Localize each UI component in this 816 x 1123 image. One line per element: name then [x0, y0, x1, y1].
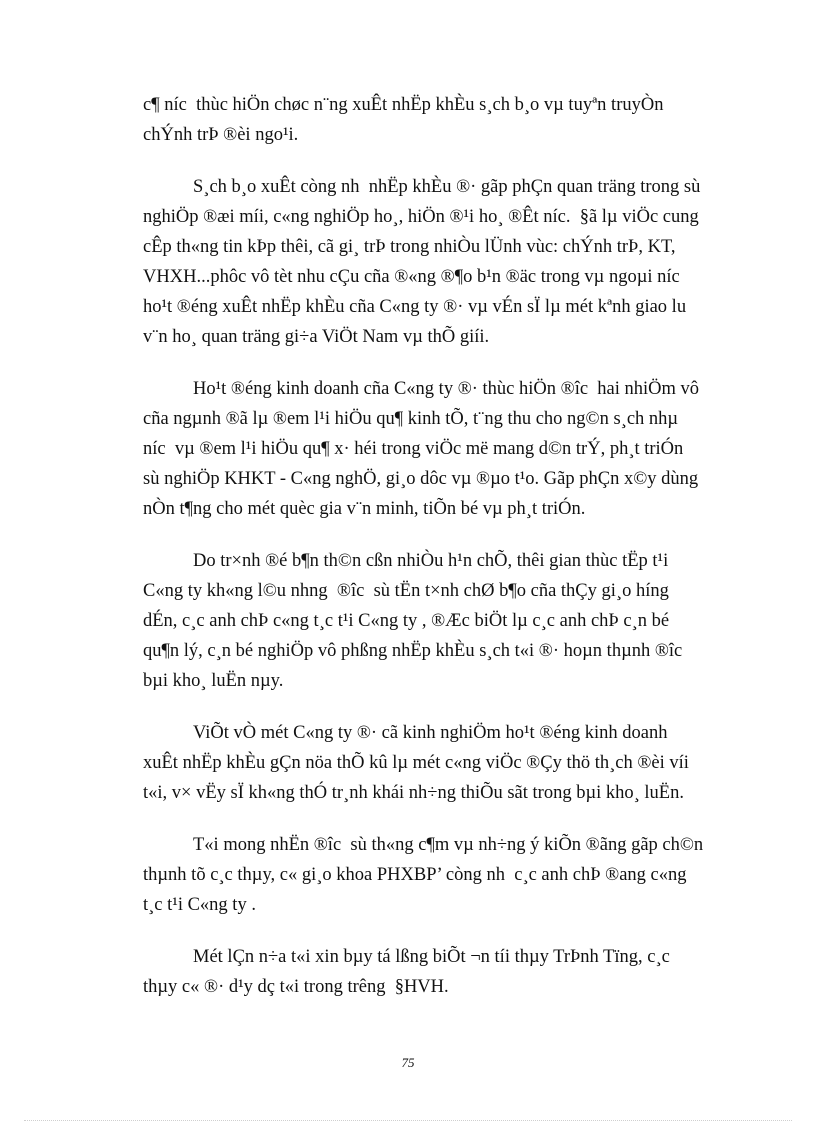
paragraph — [143, 172, 728, 352]
footer-divider — [24, 1120, 792, 1121]
text-line: C«ng ty kh«ng l©u nhng ®îc sù tËn t×nh chØ b¶o cña thÇy gi¸o híng — [143, 581, 669, 601]
paragraph — [143, 718, 728, 808]
body-text — [143, 90, 728, 1024]
text-line: c¶ níc thùc hiÖn chøc n¨ng xuÊt nhËp khÈu s¸ch b¸o vµ tuyªn truyÒn — [143, 95, 664, 115]
text-line: Mét lÇn n÷a t«i xin bµy tá lßng biÕt ¬n tíi thµy TrÞnh Tïng, c¸c — [193, 947, 670, 967]
text-line: cÊp th«ng tin kÞp thêi, cã gi¸ trÞ trong nhiÒu lÜnh vùc: chÝnh trÞ, KT, — [143, 237, 676, 257]
text-line: v¨n ho¸ quan träng gi÷a ViÖt Nam vµ thÕ giíi. — [143, 327, 490, 347]
text-line: qu¶n lý, c¸n bé nghiÖp vô phßng nhËp khÈu s¸ch t«i ®· hoµn thµnh ®îc — [143, 641, 683, 661]
text-line: cña ngµnh ®ã lµ ®em l¹i hiÖu qu¶ kinh tÕ, t¨ng thu cho ng©n s¸ch nhµ — [143, 409, 679, 429]
text-line: Ho¹t ®éng kinh doanh cña C«ng ty ®· thùc hiÖn ®îc hai nhiÖm vô — [193, 379, 700, 399]
text-line: VHXH...phôc vô tèt nhu cÇu cña ®«ng ®¶o b¹n ®äc trong vµ ngoµi níc — [143, 267, 680, 287]
text-line: t«i, v× vËy sÏ kh«ng thÓ tr¸nh khái nh÷ng thiÕu sãt trong bµi kho¸ luËn. — [143, 783, 684, 803]
page-number: 75 — [401, 1055, 415, 1070]
text-line: dÉn, c¸c anh chÞ c«ng t¸c t¹i C«ng ty , ®Æc biÖt lµ c¸c anh chÞ c¸n bé — [143, 611, 670, 631]
text-line: t¸c t¹i C«ng ty . — [143, 895, 256, 915]
text-line: thµy c« ®· d¹y dç t«i trong trêng §HVH. — [143, 977, 449, 997]
text-line: Do tr×nh ®é b¶n th©n cßn nhiÒu h¹n chÕ, thêi gian thùc tËp t¹i — [193, 551, 669, 571]
text-line: thµnh tõ c¸c thµy, c« gi¸o khoa PHXBP’ còng nh c¸c anh chÞ ®ang c«ng — [143, 865, 687, 885]
paragraph — [143, 374, 728, 524]
text-line: T«i mong nhËn ®îc sù th«ng c¶m vµ nh÷ng ý kiÕn ®ãng gãp ch©n — [193, 835, 704, 855]
text-line: sù nghiÖp KHKT - C«ng nghÖ, gi¸o dôc vµ ®µo t¹o. Gãp phÇn x©y dùng — [143, 469, 699, 489]
paragraph — [143, 90, 728, 150]
text-line: ViÕt vÒ mét C«ng ty ®· cã kinh nghiÖm ho¹t ®éng kinh doanh — [193, 723, 668, 743]
text-line: bµi kho¸ luËn nµy. — [143, 671, 284, 691]
text-line: nÒn t¶ng cho mét quèc gia v¨n minh, tiÕn bé vµ ph¸t triÓn. — [143, 499, 586, 519]
text-line: S¸ch b¸o xuÊt còng nh nhËp khÈu ®· gãp phÇn quan träng trong sù — [193, 177, 701, 197]
paragraph — [143, 830, 728, 920]
paragraph — [143, 942, 728, 1002]
text-line: ho¹t ®éng xuÊt nhËp khÈu cña C«ng ty ®· vµ vÉn sÏ lµ mét kªnh giao lu — [143, 297, 687, 317]
text-line: chÝnh trÞ ®èi ngo¹i. — [143, 125, 299, 145]
text-line: xuÊt nhËp khÈu gÇn nöa thÕ kû lµ mét c«ng viÖc ®Çy thö th¸ch ®èi víi — [143, 753, 689, 773]
paragraph — [143, 546, 728, 696]
text-line: níc vµ ®em l¹i hiÖu qu¶ x· héi trong viÖc më mang d©n trÝ, ph¸t triÓn — [143, 439, 684, 459]
text-line: nghiÖp ®æi míi, c«ng nghiÖp ho¸, hiÖn ®¹i ho¸ ®Êt níc. §ã lµ viÖc cung — [143, 207, 699, 227]
